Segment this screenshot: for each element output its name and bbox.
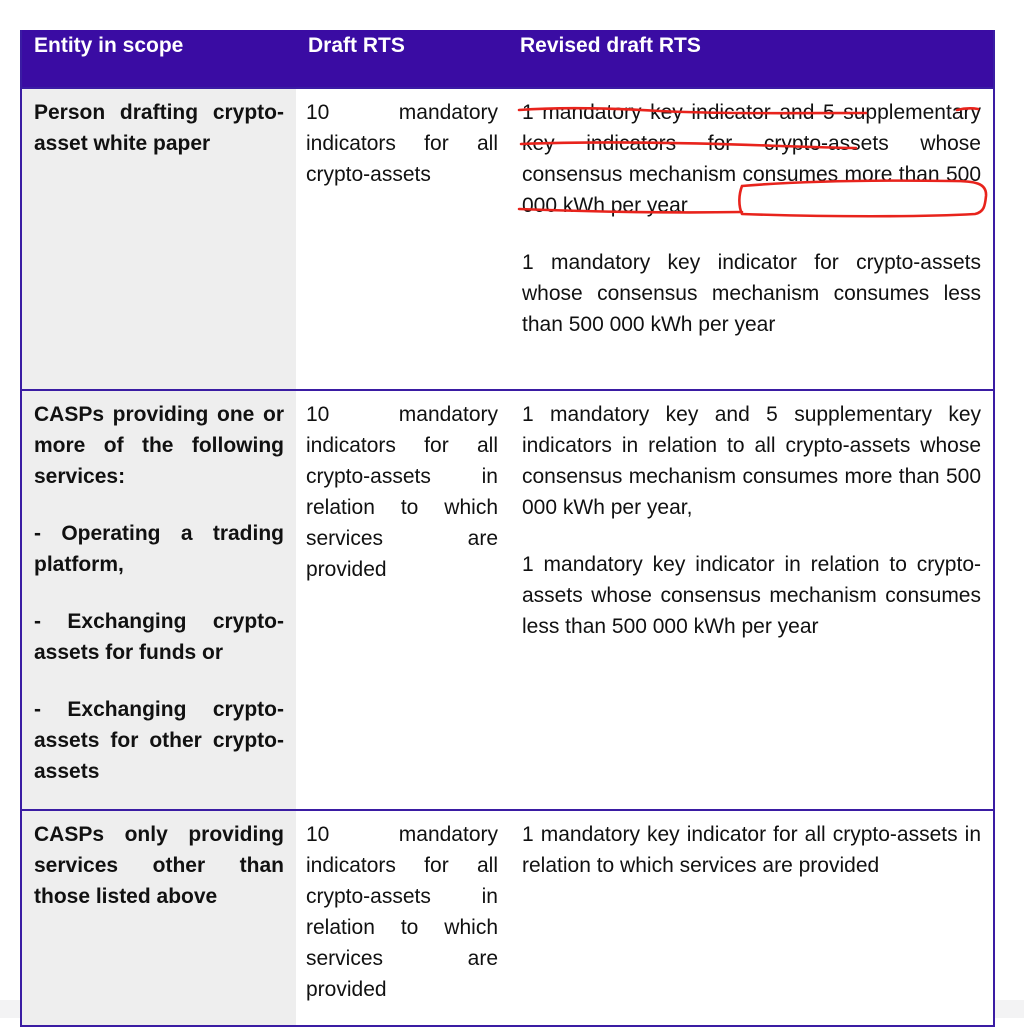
draft-cell: 10 mandatory indicators for all crypto-assets in relation to which services are provided — [296, 390, 508, 810]
table-row — [21, 810, 994, 1026]
revised-paragraph: 1 mandatory key indicator in relation to crypto-assets whose consensus mechanism consumes less than 500 000 kWh per year — [522, 553, 981, 638]
draft-cell: 10 mandatory indicators for all crypto-assets in relation to which services are provided — [296, 810, 508, 1026]
rts-comparison-table — [20, 30, 995, 1027]
revised-paragraph: 1 mandatory key indicator and 5 supplementary key indicators for crypto-assets whose consensus mechanism consumes more than 500 000 kWh per year — [522, 101, 981, 217]
entity-service-item: - Exchanging crypto-assets for other crypto-assets — [34, 698, 284, 783]
revised-cell — [508, 810, 994, 1026]
table-row — [21, 390, 994, 810]
entity-cell — [21, 810, 296, 1026]
revised-paragraph: 1 mandatory key indicator for all crypto-assets in relation to which services are provided — [522, 823, 981, 877]
entity-cell — [21, 88, 296, 390]
revised-cell — [508, 88, 994, 390]
entity-text: CASPs providing one or more of the following services: — [34, 403, 284, 488]
header-entity-in-scope: Entity in scope — [21, 30, 296, 88]
draft-cell: 10 mandatory indicators for all crypto-assets — [296, 88, 508, 390]
revised-cell — [508, 390, 994, 810]
entity-text: Person drafting crypto-asset white paper — [34, 101, 284, 155]
entity-service-item: - Operating a trading platform, — [34, 522, 284, 576]
entity-service-item: - Exchanging crypto-assets for funds or — [34, 610, 284, 664]
entity-text: CASPs only providing services other than those listed above — [34, 823, 284, 908]
header-draft-rts: Draft RTS — [296, 30, 508, 88]
header-revised-draft-rts: Revised draft RTS — [508, 30, 994, 88]
revised-paragraph: 1 mandatory key indicator for crypto-assets whose consensus mechanism consumes less than 500 000 kWh per year — [522, 251, 981, 336]
revised-paragraph: 1 mandatory key and 5 supplementary key indicators in relation to all crypto-assets whose consensus mechanism consumes more than 500 000 kWh per year, — [522, 403, 981, 519]
table-header-row — [21, 30, 994, 88]
entity-cell — [21, 390, 296, 810]
table-row — [21, 88, 994, 390]
